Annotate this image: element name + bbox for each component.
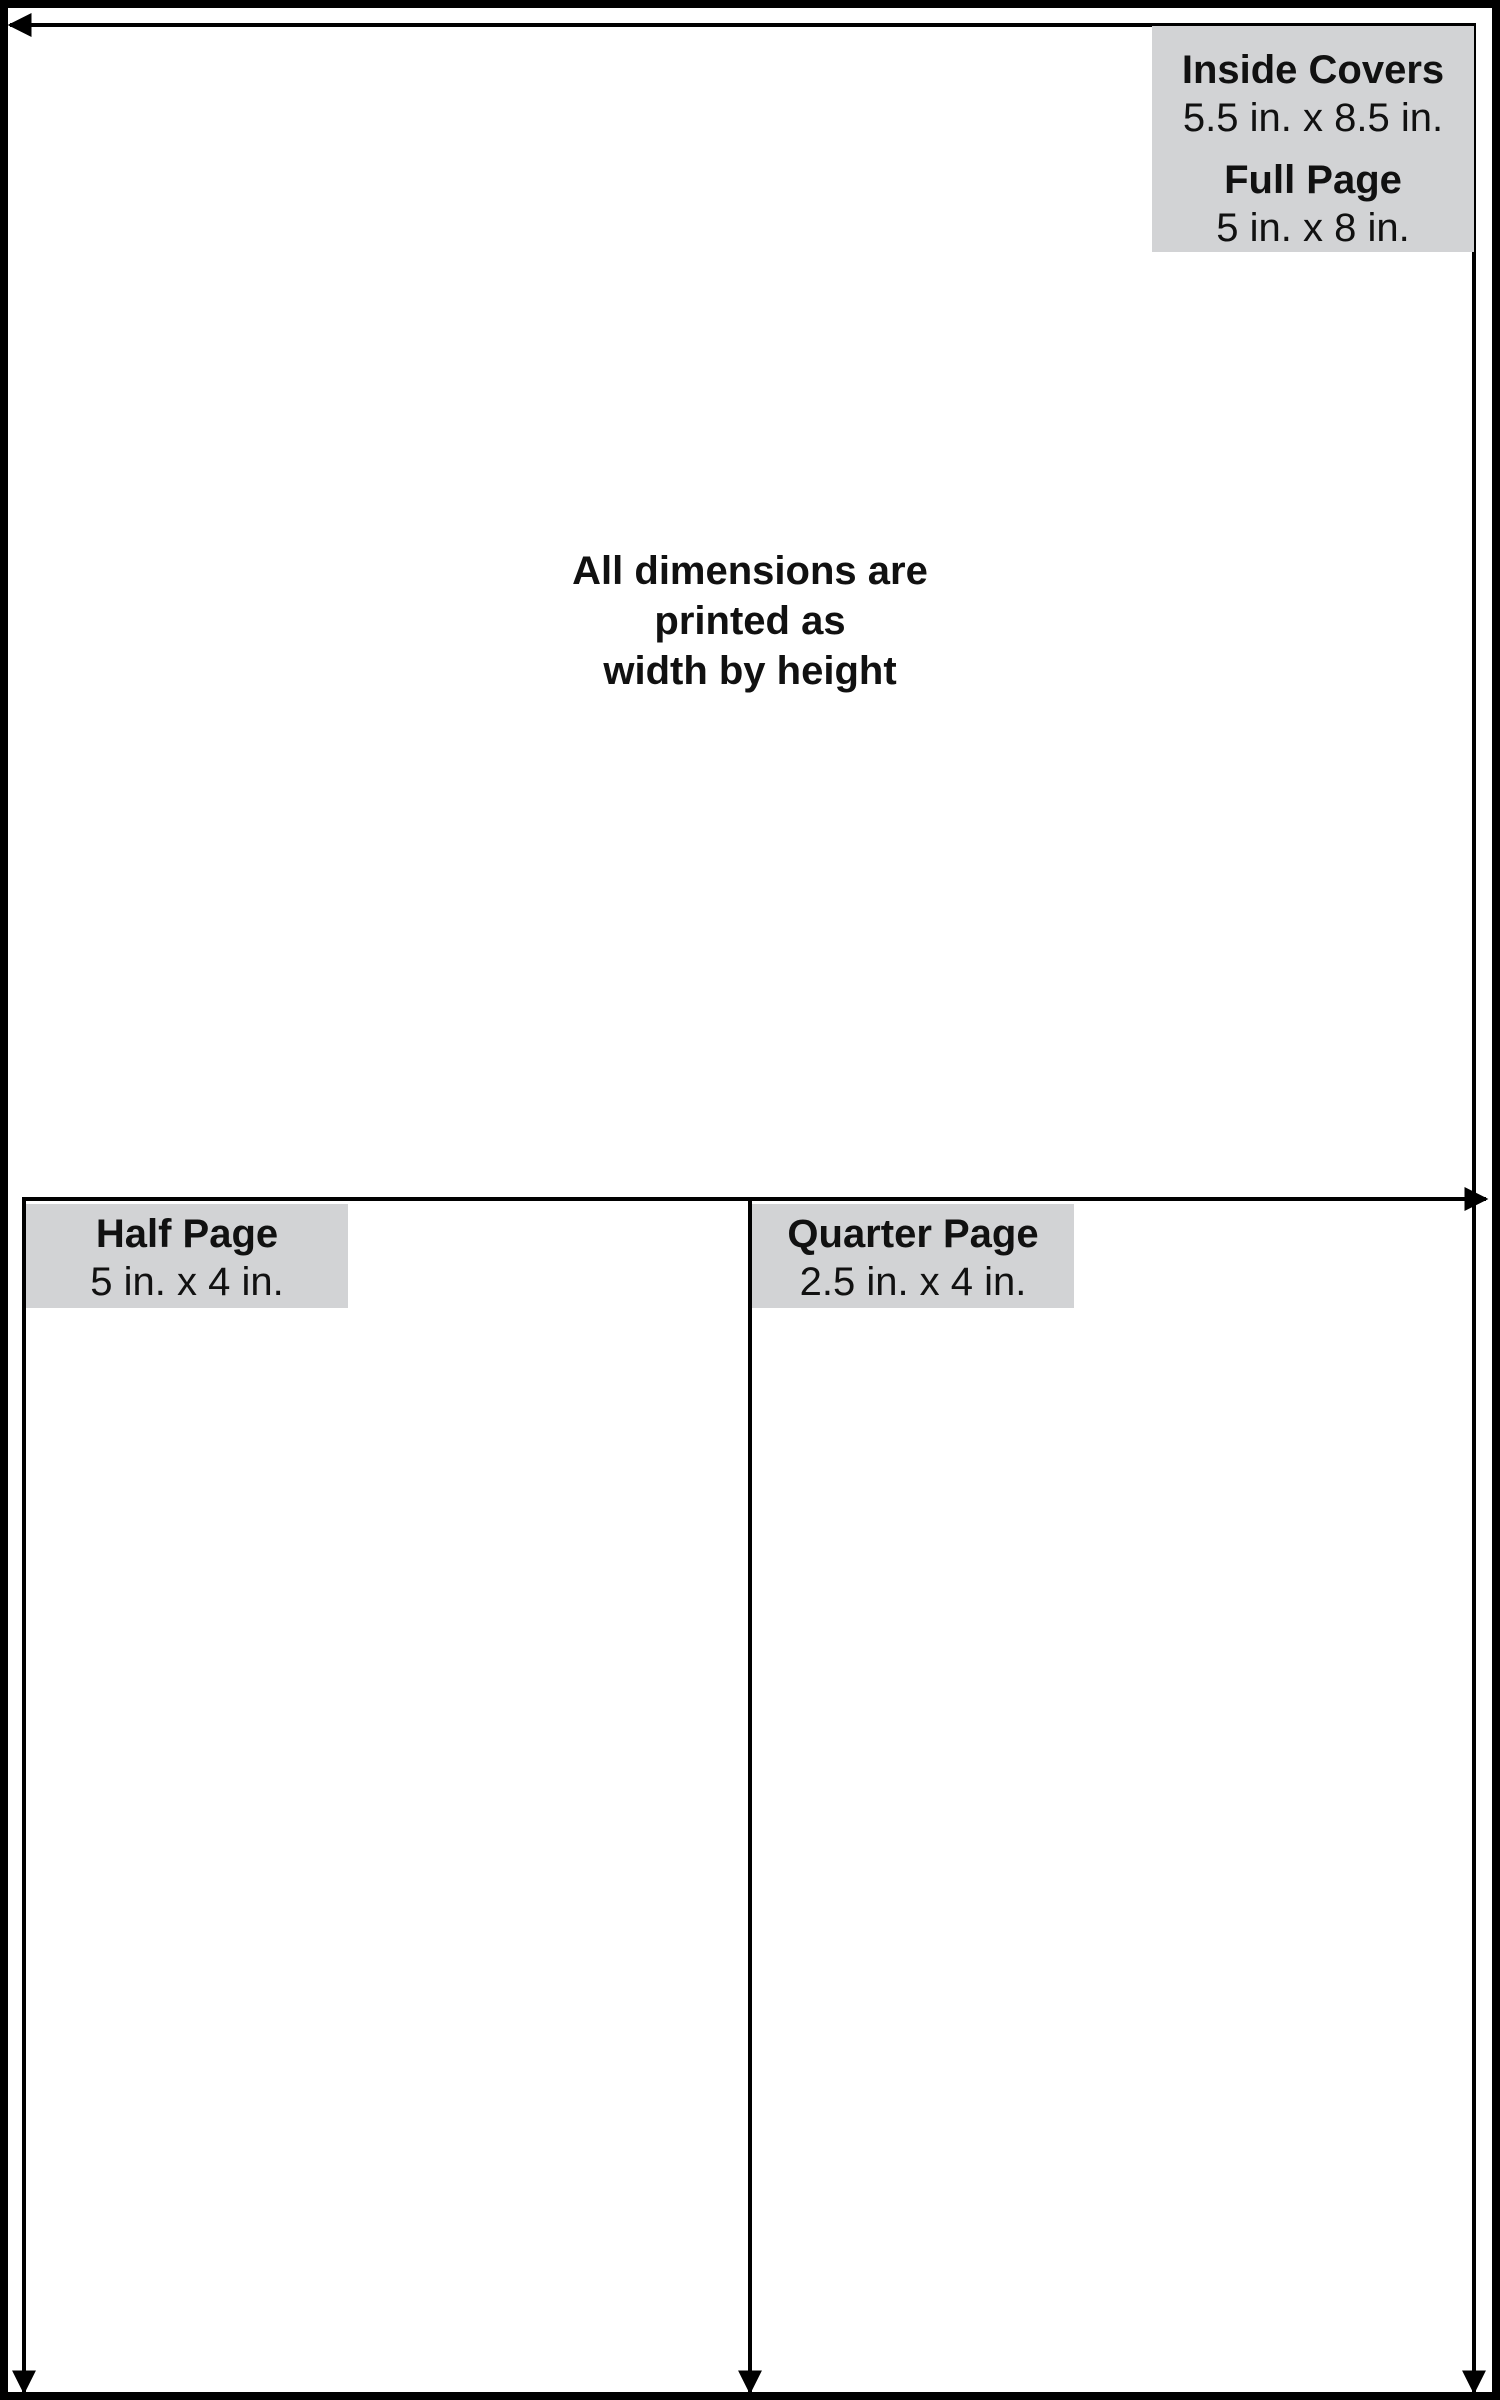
inside-covers-label (1152, 26, 1474, 252)
full-page-dims: 5 in. x 8 in. (1216, 206, 1410, 250)
inside-covers-dims: 5.5 in. x 8.5 in. (1182, 96, 1444, 140)
quarter-page-dims: 2.5 in. x 4 in. (799, 1260, 1027, 1304)
note-line-3: width by height (603, 649, 897, 693)
quarter-page-label (752, 1204, 1074, 1308)
half-page-title: Half Page (95, 1212, 279, 1256)
half-page-dims: 5 in. x 4 in. (90, 1260, 284, 1304)
full-page-title: Full Page (1224, 158, 1402, 202)
note-line-2: printed as (654, 599, 846, 643)
quarter-page-title: Quarter Page (787, 1212, 1039, 1256)
half-page-label (26, 1204, 348, 1308)
dimension-note (450, 546, 1050, 696)
inside-covers-title: Inside Covers (1181, 48, 1445, 92)
note-line-1: All dimensions are (572, 549, 928, 593)
